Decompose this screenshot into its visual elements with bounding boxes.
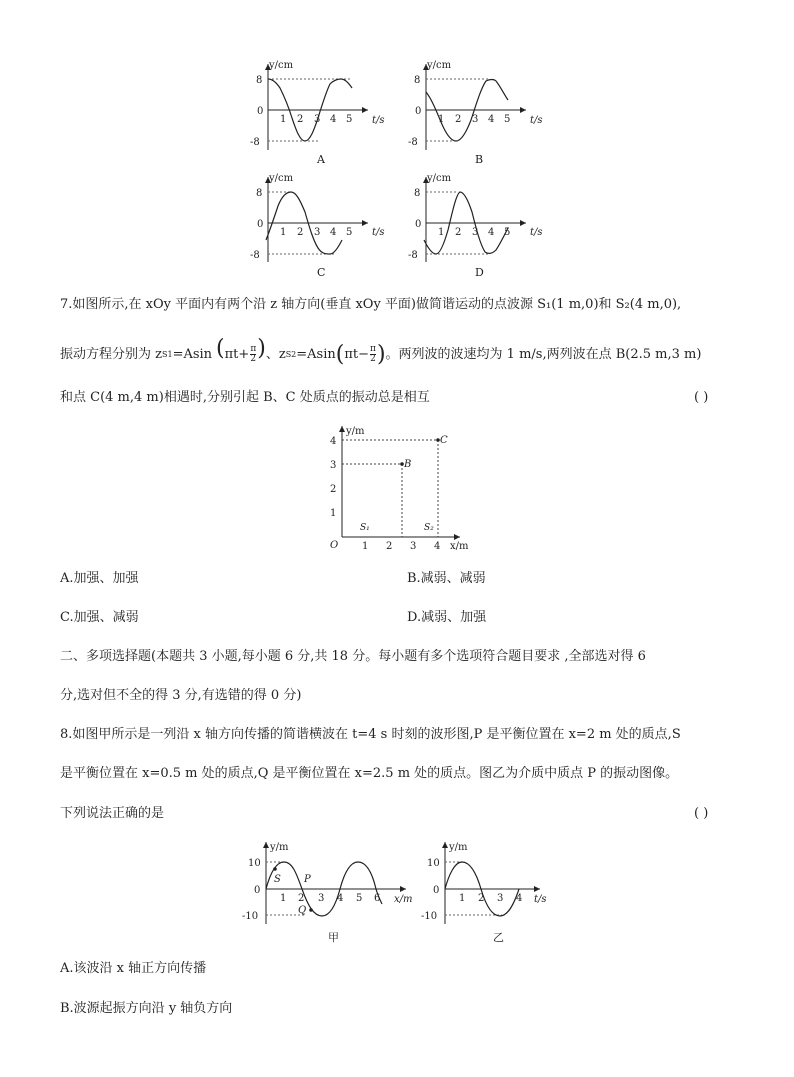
q7-fig-ytick: 3 <box>330 460 337 471</box>
q7-line3: 和点 C(4 m,4 m)相遇时,分别引起 B、C 处质点的振动总是相互 <box>60 390 430 405</box>
graph-d-xtick: 1 <box>438 227 445 238</box>
graph-b-ytick: 8 <box>414 75 421 86</box>
graph-a-xtick: 2 <box>297 114 304 125</box>
graph-a <box>250 60 385 166</box>
fig-jia-label-q: Q <box>298 905 307 916</box>
q7-paren-open: ( <box>216 335 225 361</box>
q7-fig-ytick: 4 <box>330 436 337 447</box>
q7-line2-b: =Asin <box>172 346 213 362</box>
graph-d <box>408 173 543 279</box>
fig-yi-xtick: 4 <box>516 893 523 904</box>
q8-option-a[interactable]: A.该波沿 x 轴正方向传播 <box>60 961 207 976</box>
fig-jia-xtick: 5 <box>356 893 363 904</box>
graph-c-ytick: -8 <box>250 250 260 261</box>
q7-option-b[interactable]: B.减弱、减弱 <box>407 571 486 586</box>
q7-option-c[interactable]: C.加强、减弱 <box>60 610 139 625</box>
q7-line1: 7.如图所示,在 xOy 平面内有两个沿 z 轴方向(垂直 xOy 平面)做简谐运动的点波源 S₁(1 m,0)和 S₂(4 m,0), <box>60 297 682 312</box>
q7-paren2-open: ( <box>335 341 345 367</box>
fig-jia-ytick: 10 <box>248 858 261 869</box>
fig-jia-ytick: -10 <box>242 911 259 922</box>
q8-figures <box>240 838 570 948</box>
fig-jia-xtick: 2 <box>298 893 305 904</box>
q7-sub-s1: S1 <box>161 349 173 359</box>
graph-d-xtick: 2 <box>455 227 462 238</box>
q7-frac2: $\frac{\pi}{2}$ <box>370 344 376 364</box>
q7-fig-label-b: B <box>404 459 412 470</box>
q7-line2-f2: πt− <box>344 346 370 362</box>
q7-fig-xlabel: x/m <box>450 541 469 552</box>
q7-fig-ytick: 2 <box>330 484 337 495</box>
q7-fig-ylabel: y/m <box>346 426 365 437</box>
q7-fig-xtick: 3 <box>410 541 417 552</box>
fig-jia-point-q <box>309 908 313 912</box>
q7-line2 <box>60 335 702 367</box>
section2-line2: 分,选对但不全的得 3 分,有选错的得 0 分) <box>60 688 302 703</box>
graph-d-ylabel: y/cm <box>427 173 452 184</box>
q7-fig-label-s1: S₁ <box>360 523 370 533</box>
fig-jia-caption: 甲 <box>328 931 339 944</box>
q7-fig-xtick: 1 <box>362 541 369 552</box>
graph-b <box>408 60 543 166</box>
graph-a-ytick: 8 <box>256 75 263 86</box>
q6-graphs <box>0 0 794 290</box>
graph-b-xtick: 2 <box>455 114 462 125</box>
q7-fig-xtick: 2 <box>386 541 393 552</box>
graph-a-xtick: 4 <box>330 114 337 125</box>
graph-b-xtick: 3 <box>472 114 479 125</box>
q7-figure <box>320 420 490 560</box>
fig-yi-ytick: -10 <box>421 911 438 922</box>
graph-a-ytick: -8 <box>250 137 260 148</box>
section2-line1: 二、多项选择题(本题共 3 小题,每小题 6 分,共 18 分。每小题有多个选项符合题目要求 ,全部选对得 6 <box>60 649 646 664</box>
graph-b-xtick: 5 <box>504 114 511 125</box>
q7-paren-close: ) <box>257 335 266 361</box>
graph-d-ytick: 0 <box>415 219 422 230</box>
fig-jia-label-s: S <box>274 874 281 885</box>
fig-jia-xtick: 1 <box>280 893 287 904</box>
graph-b-caption: B <box>475 153 484 166</box>
graph-a-caption: A <box>317 153 325 166</box>
graph-b-ytick: 0 <box>415 106 422 117</box>
graph-c-xtick: 2 <box>297 227 304 238</box>
graph-a-xtick: 5 <box>346 114 353 125</box>
q7-fig-xtick: 4 <box>434 541 441 552</box>
graph-d-caption: D <box>475 266 484 279</box>
graph-c-ytick: 0 <box>257 219 264 230</box>
q7-line2-f1: πt+ <box>224 346 250 362</box>
graph-d-xlabel: t/s <box>530 227 543 238</box>
q8-line2: 是平衡位置在 x=0.5 m 处的质点,Q 是平衡位置在 x=2.5 m 处的质点。图乙为介质中质点 P 的振动图像。 <box>60 766 679 781</box>
graph-b-xtick: 1 <box>438 114 445 125</box>
fig-jia-ylabel: y/m <box>270 842 289 853</box>
graph-d-ytick: 8 <box>414 188 421 199</box>
graph-a-ylabel: y/cm <box>269 60 294 71</box>
fig-yi-ylabel: y/m <box>449 842 468 853</box>
fig-yi-xtick: 3 <box>497 893 504 904</box>
fig-yi <box>421 842 547 944</box>
fig-jia-label-p: P <box>304 874 311 885</box>
q7-line2-a: 振动方程分别为 z <box>60 346 162 362</box>
graph-c-xtick: 1 <box>280 227 287 238</box>
graph-c <box>250 173 385 279</box>
fig-jia-xtick: 4 <box>337 893 344 904</box>
graph-a-xtick: 1 <box>280 114 287 125</box>
q7-line2-c: 、z <box>265 346 286 362</box>
q7-line2-d: =Asin <box>296 346 336 362</box>
graph-c-xlabel: t/s <box>372 227 385 238</box>
q8-answer-paren: ( ) <box>694 806 709 821</box>
graph-c-ytick: 8 <box>256 188 263 199</box>
graph-b-xlabel: t/s <box>530 115 543 126</box>
graph-c-xtick: 4 <box>330 227 337 238</box>
q7-sub-s2: S2 <box>285 349 297 359</box>
q7-frac1: $\frac{\pi}{2}$ <box>250 344 257 364</box>
graph-c-caption: C <box>317 266 326 279</box>
fig-jia-xtick: 3 <box>318 893 325 904</box>
q7-fig-label-s2: S₂ <box>424 523 434 533</box>
graph-b-ylabel: y/cm <box>427 60 452 71</box>
q7-option-a[interactable]: A.加强、加强 <box>60 571 139 586</box>
q7-fig-origin: O <box>330 540 339 551</box>
q7-option-d[interactable]: D.减弱、加强 <box>407 610 487 625</box>
q7-fig-ytick: 1 <box>330 508 337 519</box>
graph-a-xlabel: t/s <box>372 115 385 126</box>
graph-a-xtick: 3 <box>314 114 321 125</box>
fig-yi-xtick: 2 <box>478 893 485 904</box>
fig-jia-xlabel: x/m <box>394 894 413 905</box>
q8-line3: 下列说法正确的是 <box>60 806 165 821</box>
fig-jia-ytick: 0 <box>254 885 261 896</box>
q8-option-b[interactable]: B.波源起振方向沿 y 轴负方向 <box>60 1001 233 1016</box>
fig-yi-caption: 乙 <box>493 931 504 944</box>
fig-jia-point-s <box>273 867 277 871</box>
graph-d-xtick: 4 <box>488 227 495 238</box>
graph-c-xtick: 3 <box>314 227 321 238</box>
graph-b-xtick: 4 <box>488 114 495 125</box>
fig-yi-xtick: 1 <box>459 893 466 904</box>
q7-answer-paren: ( ) <box>694 390 709 405</box>
graph-b-ytick: -8 <box>408 137 418 148</box>
fig-jia-xtick: 6 <box>374 893 381 904</box>
graph-d-ytick: -8 <box>408 250 418 261</box>
graph-a-ytick: 0 <box>257 106 264 117</box>
q8-line1: 8.如图甲所示是一列沿 x 轴方向传播的简谐横波在 t=4 s 时刻的波形图,P 是平衡位置在 x=2 m 处的质点,S <box>60 727 681 742</box>
graph-d-xtick: 5 <box>504 227 511 238</box>
q7-line2-e: 。两列波的波速均为 1 m/s,两列波在点 B(2.5 m,3 m) <box>385 346 702 362</box>
fig-yi-ytick: 10 <box>427 858 440 869</box>
graph-c-xtick: 5 <box>346 227 353 238</box>
fig-yi-ytick: 0 <box>433 885 440 896</box>
q7-fig-label-c: C <box>440 435 448 446</box>
graph-c-ylabel: y/cm <box>269 173 294 184</box>
q7-paren2-close: ) <box>376 341 386 367</box>
graph-d-xtick: 3 <box>472 227 479 238</box>
fig-jia <box>242 842 413 944</box>
fig-yi-xlabel: t/s <box>534 894 547 905</box>
